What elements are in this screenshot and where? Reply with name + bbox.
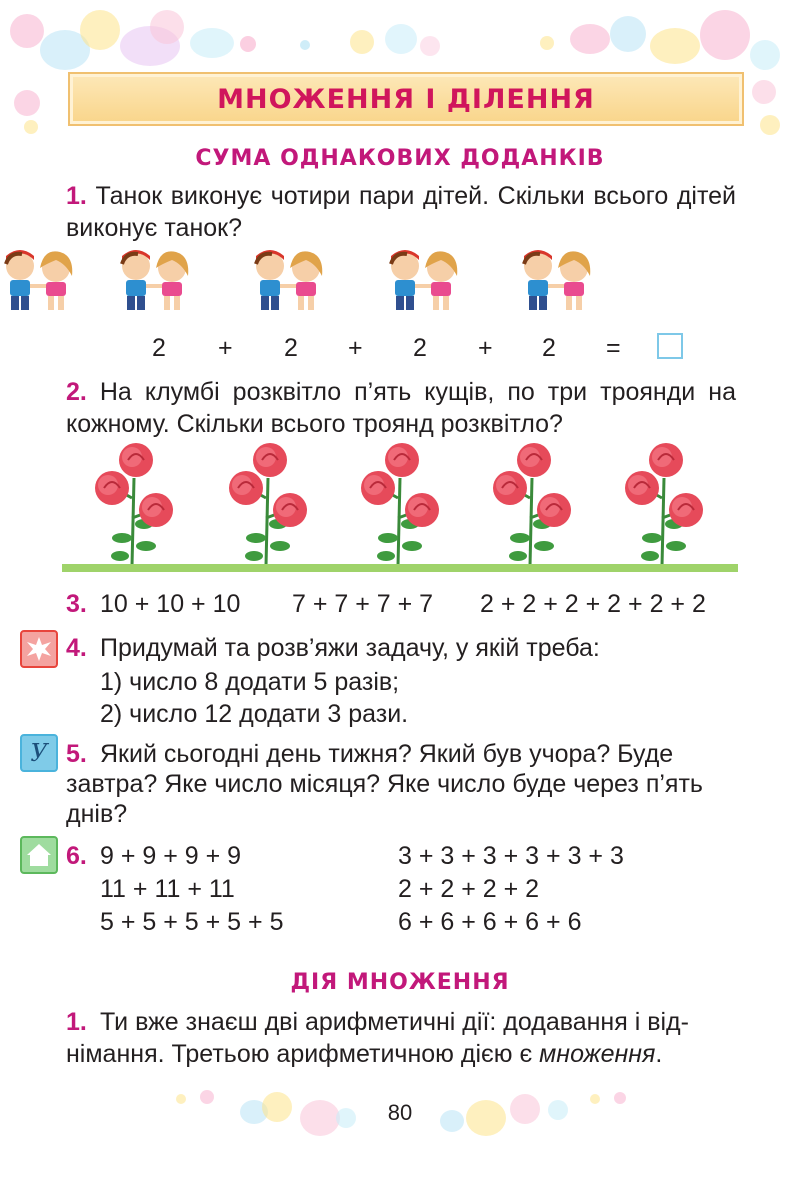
task-text: На клумбі розквітло п’ять кущів, по три троянди на кожному. Скільки всього троянд розквітло? — [66, 378, 736, 438]
chapter-banner — [68, 72, 744, 126]
creative-task-icon — [20, 630, 58, 668]
section-title: СУМА ОДНАКОВИХ ДОДАНКІВ — [195, 146, 605, 171]
expression: 5 + 5 + 5 + 5 + 5 — [100, 908, 284, 936]
chapter-title: МНОЖЕННЯ І ДІЛЕННЯ — [217, 83, 595, 115]
equation-term: 2 — [284, 334, 298, 362]
task-number: 2. — [66, 378, 87, 406]
equation-plus: + — [348, 334, 363, 362]
task-text-line: Який сьогодні день тижня? Який був учора? Буде — [100, 740, 674, 768]
equation-plus: + — [478, 334, 493, 362]
expression: 2 + 2 + 2 + 2 + 2 + 2 — [480, 590, 706, 618]
task-number: 6. — [66, 842, 87, 870]
page-number: 80 — [387, 1100, 413, 1125]
task-text-line — [66, 1038, 662, 1070]
section-title: ДІЯ МНОЖЕННЯ — [290, 970, 510, 995]
expression: 2 + 2 + 2 + 2 — [398, 875, 540, 903]
task-item: 1) число 8 додати 5 разів; — [100, 668, 400, 696]
expression: 3 + 3 + 3 + 3 + 3 + 3 — [398, 842, 624, 870]
task-text-line: днів? — [66, 800, 128, 828]
expression: 7 + 7 + 7 + 7 — [292, 590, 434, 618]
expression: 9 + 9 + 9 + 9 — [100, 842, 242, 870]
text-part: німання. Третьою арифметичною дією є — [66, 1040, 540, 1068]
expression: 11 + 11 + 11 — [100, 875, 235, 903]
rose-bushes-icon — [0, 438, 800, 578]
term-emphasis: множення — [539, 1040, 656, 1068]
equation-term: 2 — [413, 334, 427, 362]
task-number: 5. — [66, 740, 87, 768]
burst-icon — [26, 636, 52, 662]
task-text: Танок виконує чотири пари дітей. Скільки всього дітей виконує танок? — [66, 182, 736, 242]
expression: 6 + 6 + 6 + 6 + 6 — [398, 908, 582, 936]
task-text: Придумай та розв’яжи задачу, у якій треба: — [100, 634, 600, 662]
task-text-line: завтра? Яке число місяця? Яке число буде через п’ять — [66, 770, 703, 798]
equation-plus: + — [218, 334, 233, 362]
task-item: 2) число 12 додати 3 рази. — [100, 700, 409, 728]
answer-box[interactable] — [657, 333, 683, 359]
children-pairs-icon — [0, 242, 800, 322]
equation-term: 2 — [152, 334, 166, 362]
expression: 10 + 10 + 10 — [100, 590, 241, 618]
house-icon — [25, 842, 53, 868]
task-1 — [66, 180, 736, 244]
task-number: 4. — [66, 634, 87, 662]
homework-icon — [20, 836, 58, 874]
task-number: 1. — [66, 1008, 87, 1036]
equation-equals: = — [606, 334, 621, 362]
task-text-line: Ти вже знаєш дві арифметичні дії: додавання і від- — [100, 1008, 689, 1036]
letter-u-icon: У — [30, 739, 48, 767]
text-part: . — [655, 1040, 663, 1068]
task-2 — [66, 376, 736, 440]
task-number: 1. — [66, 182, 87, 210]
task-number: 3. — [66, 590, 87, 618]
oral-task-icon — [20, 734, 58, 772]
equation-term: 2 — [542, 334, 556, 362]
